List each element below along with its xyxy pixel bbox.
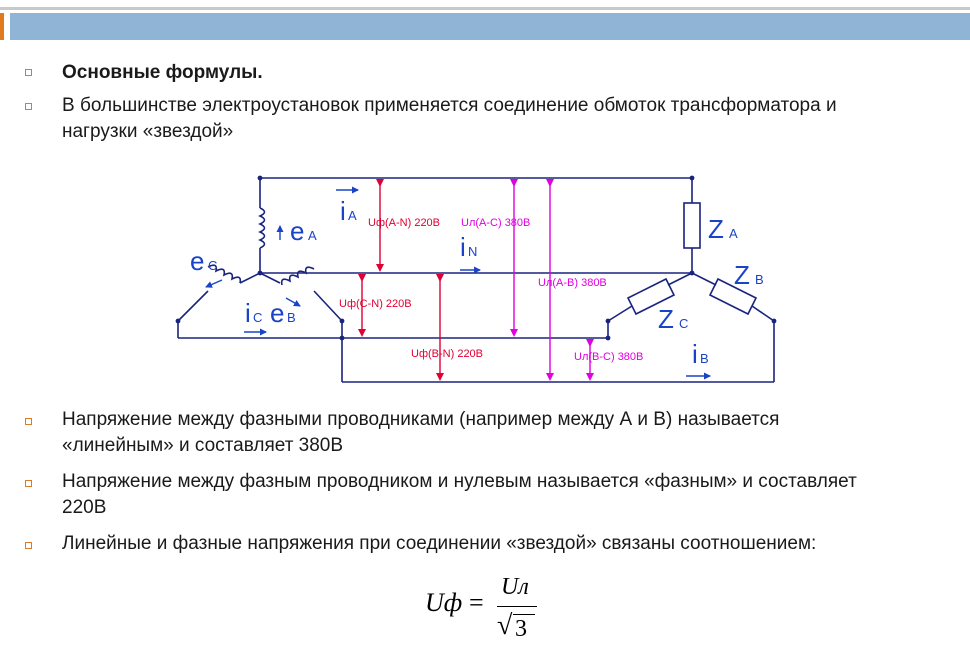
wire-load-c-a	[668, 273, 692, 285]
arrow-eb	[286, 298, 300, 306]
formula-radicand: 3	[515, 616, 527, 642]
label-in-sub: N	[468, 244, 478, 259]
radical-bar	[513, 614, 535, 615]
label-za: Z	[708, 214, 724, 244]
label-zc: Z	[658, 304, 674, 334]
heading-formulas: Основные формулы.	[62, 62, 263, 83]
wire-source-c-b	[178, 291, 208, 321]
bullet-marker	[25, 418, 32, 425]
formula-numerator: Uл	[501, 574, 529, 600]
label-ia-sub: A	[348, 208, 357, 223]
label-ul-ac: Uл(A-C) 380В	[461, 217, 531, 229]
bullet-marker	[25, 480, 32, 487]
coil-a	[260, 208, 265, 248]
bullet-line: 220В	[62, 497, 107, 518]
wire-load-b-a	[692, 273, 716, 285]
bullet-phase-voltage	[62, 469, 857, 521]
label-ul-ab: Uл(A-B) 380В	[538, 277, 607, 289]
label-ia: i	[340, 196, 346, 226]
label-zb-sub: B	[755, 272, 764, 287]
label-ec-sub: C	[208, 258, 218, 273]
wire-load-c-b	[608, 306, 632, 321]
bullet-line: «линейным» и составляет 380В	[62, 435, 344, 456]
label-zc-sub: C	[679, 316, 689, 331]
bullet-marker	[25, 542, 32, 549]
label-ea: e	[290, 216, 305, 246]
bullet-line: Напряжение между фазным проводником и нулевым называется «фазным» и составляет	[62, 471, 857, 492]
label-uf-an: Uф(A-N) 220В	[368, 217, 441, 229]
bullet-line-voltage	[62, 407, 779, 459]
voltage-relation-formula	[425, 572, 555, 652]
formula-lhs: Uф	[425, 588, 463, 617]
label-zb: Z	[734, 260, 750, 290]
label-eb: e	[270, 298, 285, 328]
arrow-ec	[206, 280, 222, 287]
label-uf-cn: Uф(C-N) 220В	[339, 298, 412, 310]
label-ul-bc: Uл(B-C) 380В	[574, 351, 644, 363]
label-za-sub: A	[729, 226, 738, 241]
coil-b	[282, 267, 314, 285]
fraction-bar	[497, 606, 537, 607]
formula-radical: √	[497, 610, 513, 641]
bullet-relation: Линейные и фазные напряжения при соединении «звездой» связаны соотношением:	[62, 533, 817, 554]
label-ic-sub: C	[253, 310, 263, 325]
label-eb-sub: B	[287, 310, 296, 325]
wire-source-b-a	[260, 273, 280, 283]
impedance-a	[684, 203, 700, 248]
label-ib: i	[692, 339, 698, 369]
label-uf-bn: Uф(B-N) 220В	[411, 348, 484, 360]
bullet-line: В большинстве электроустановок применяется соединение обмоток трансформатора и	[62, 95, 837, 116]
wire-source-b-b	[314, 291, 342, 321]
bullet-line: Напряжение между фазными проводниками (например между А и В) называется	[62, 409, 780, 430]
formula-equals: =	[469, 588, 484, 617]
wire-source-c-a	[240, 273, 260, 283]
wire-load-b-b	[752, 306, 774, 321]
label-in: i	[460, 232, 466, 262]
label-ic: i	[245, 298, 251, 328]
label-ec: e	[190, 246, 205, 276]
label-ib-sub: B	[700, 351, 709, 366]
bullet-line: нагрузки «звездой»	[62, 121, 234, 142]
label-ea-sub: A	[308, 228, 317, 243]
